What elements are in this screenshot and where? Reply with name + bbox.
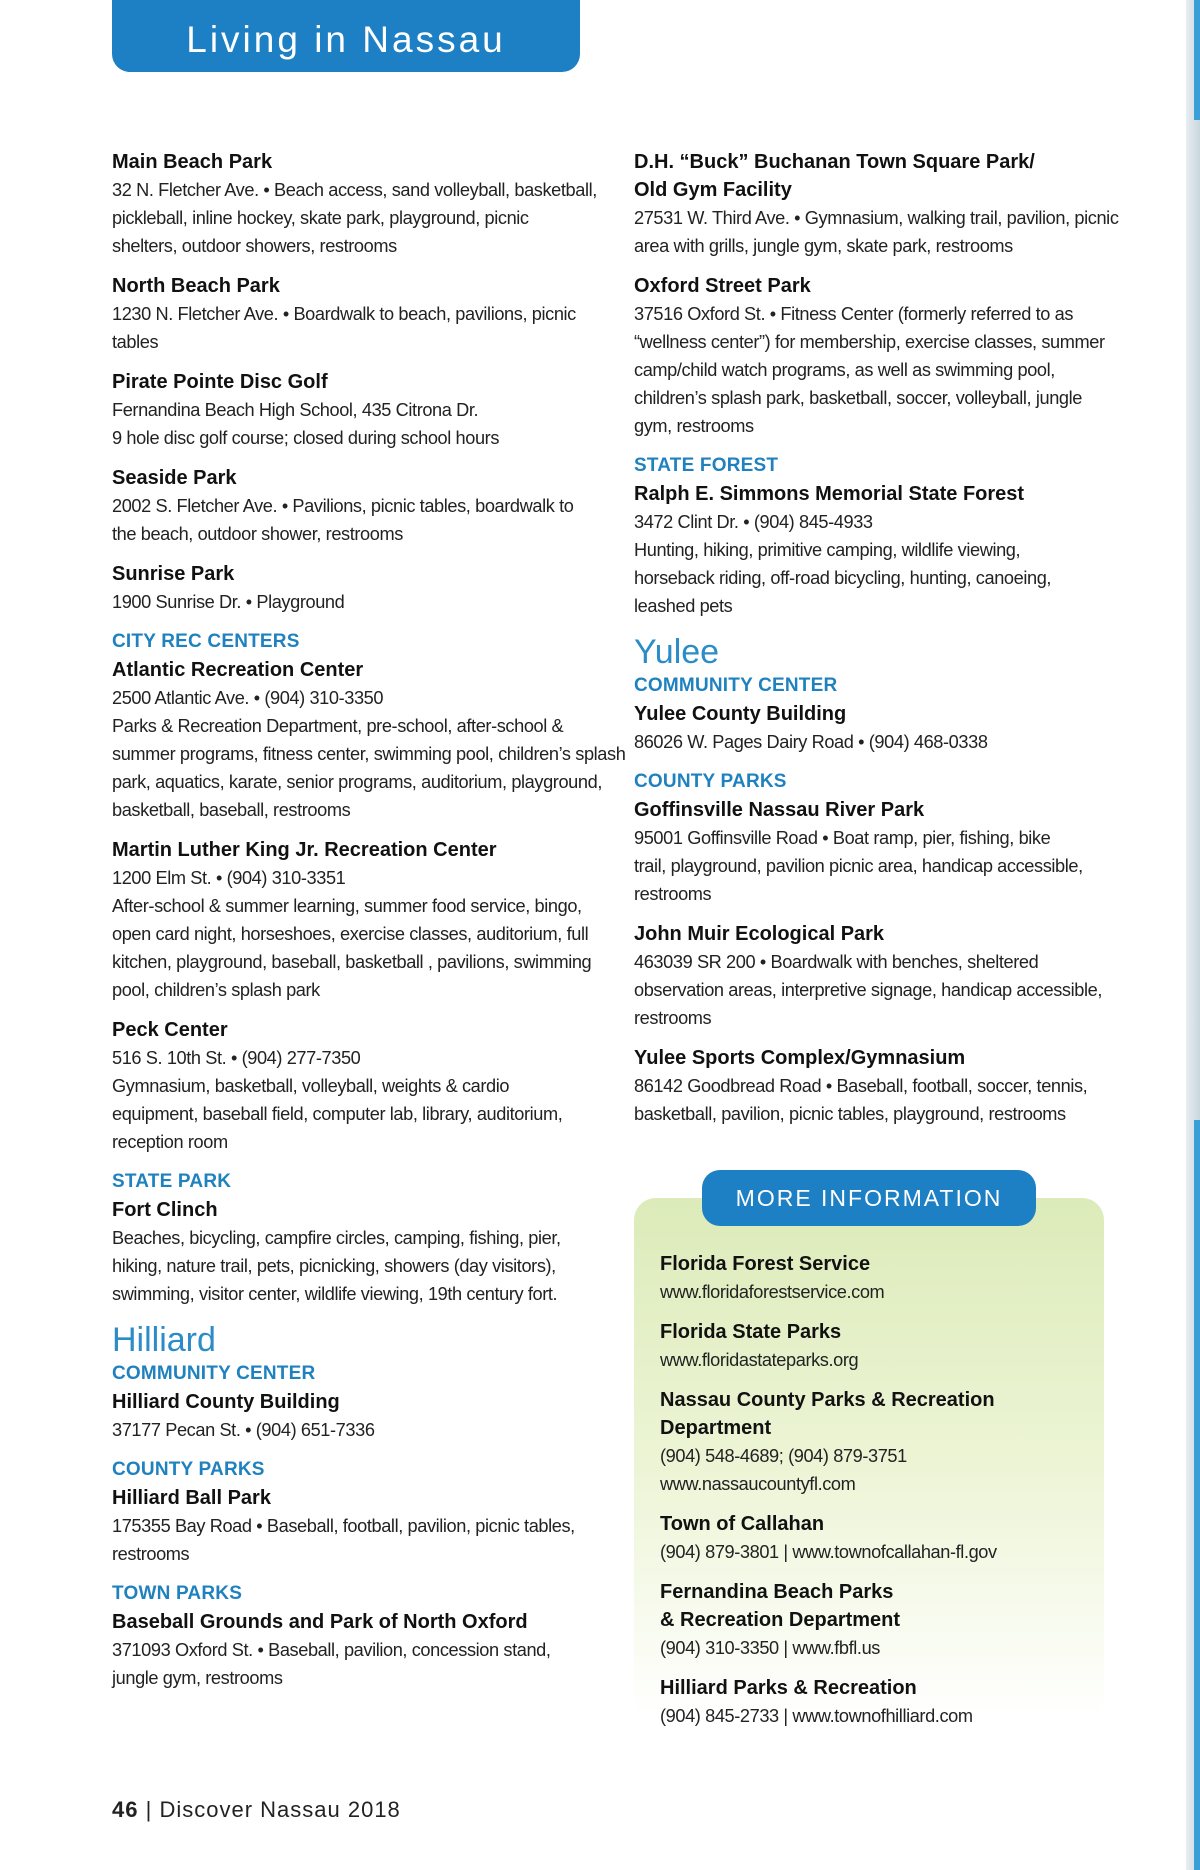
listing-detail-line: Beaches, bicycling, campfire circles, camping, fishing, pier, <box>112 1228 561 1248</box>
listing-details <box>634 508 1104 620</box>
listing-name: Peck Center <box>112 1019 228 1041</box>
listing-detail-line: Parks & Recreation Department, pre-school, after-school & <box>112 716 564 736</box>
listing-details <box>112 1416 592 1444</box>
listing-details <box>634 824 1104 908</box>
listing-detail-line: summer programs, fitness center, swimming pool, children’s splash <box>112 744 626 764</box>
left-column <box>112 148 626 1704</box>
listing-details <box>112 492 592 548</box>
listing-detail-line: 32 N. Fletcher Ave. • Beach access, sand volleyball, basketball, <box>112 180 597 200</box>
listing-details <box>112 588 592 616</box>
listing-name: Yulee Sports Complex/Gymnasium <box>634 1047 966 1069</box>
listing-detail-line: 86142 Goodbread Road • Baseball, football, soccer, tennis, <box>634 1076 1088 1096</box>
listing-name: Hilliard Ball Park <box>112 1487 271 1509</box>
listing-detail-line: kitchen, playground, baseball, basketball , pavilions, swimming <box>112 952 592 972</box>
listing-detail-line: basketball, pavilion, picnic tables, playground, restrooms <box>634 1104 1066 1124</box>
section-heading: COMMUNITY CENTER <box>112 1363 316 1384</box>
listing-entry <box>634 796 1104 908</box>
listing-details <box>112 396 592 452</box>
listing-name: Hilliard County Building <box>112 1391 340 1413</box>
listing-detail-line: pickleball, inline hockey, skate park, playground, picnic <box>112 208 529 228</box>
listing-entry <box>112 464 592 548</box>
listing-entry <box>112 148 597 260</box>
section-heading: COUNTY PARKS <box>112 1459 265 1480</box>
listing-name: Sunrise Park <box>112 563 235 585</box>
more-information-list <box>660 1250 1090 1742</box>
listing-name: Ralph E. Simmons Memorial State Forest <box>634 483 1025 505</box>
listing-entry <box>112 560 592 616</box>
listing-name: Fernandina Beach Parks <box>660 1581 894 1603</box>
listing-name: Goffinsville Nassau River Park <box>634 799 925 821</box>
listing-detail-line: horseback riding, off-road bicycling, hunting, canoeing, <box>634 568 1052 588</box>
listing-detail-line: swimming, visitor center, wildlife viewing, 19th century fort. <box>112 1284 558 1304</box>
listing-detail-line: shelters, outdoor showers, restrooms <box>112 236 397 256</box>
listing-entry <box>634 1044 1104 1128</box>
publication-name: Discover Nassau 2018 <box>159 1797 401 1822</box>
listing-name: & Recreation Department <box>660 1609 901 1631</box>
state-park-list <box>112 1196 592 1308</box>
listing-detail-line: (904) 879-3801 | www.townofcallahan-fl.gov <box>660 1542 997 1562</box>
section-heading: CITY REC CENTERS <box>112 631 300 652</box>
listing-detail-line: 37177 Pecan St. • (904) 651-7336 <box>112 1420 375 1440</box>
listing-details <box>112 1224 592 1308</box>
listing-detail-line: the beach, outdoor shower, restrooms <box>112 524 403 544</box>
listing-details <box>660 1634 1090 1662</box>
community-center-list <box>112 1388 592 1444</box>
listing-entry <box>660 1318 1090 1374</box>
listing-detail-line: 2002 S. Fletcher Ave. • Pavilions, picnic tables, boardwalk to <box>112 496 574 516</box>
listing-detail-line: open card night, horseshoes, exercise classes, auditorium, full <box>112 924 589 944</box>
listing-name: Baseball Grounds and Park of North Oxford <box>112 1611 528 1633</box>
listing-detail-line: reception room <box>112 1132 228 1152</box>
listing-detail-line: park, aquatics, karate, senior programs, auditorium, playground, <box>112 772 602 792</box>
listing-detail-line: (904) 310-3350 | www.fbfl.us <box>660 1638 880 1658</box>
listing-details <box>112 300 592 356</box>
listing-detail-line: 9 hole disc golf course; closed during school hours <box>112 428 500 448</box>
listing-details <box>634 728 1104 756</box>
town-parks-list <box>634 148 1119 440</box>
listing-details <box>634 204 1119 260</box>
listing-name: Yulee County Building <box>634 703 847 725</box>
beach-parks-list <box>112 148 597 616</box>
listing-detail-line: “wellness center”) for membership, exercise classes, summer <box>634 332 1105 352</box>
page-edge-accent <box>1194 1120 1200 1870</box>
listing-entry <box>112 656 626 824</box>
listing-entry <box>112 1608 592 1692</box>
listing-detail-line: trail, playground, pavilion picnic area, handicap accessible, <box>634 856 1083 876</box>
listing-name: D.H. “Buck” Buchanan Town Square Park/ <box>634 151 1035 173</box>
listing-details <box>112 1636 592 1692</box>
page-footer <box>112 1797 401 1823</box>
listing-entry <box>660 1510 1090 1566</box>
listing-entry <box>112 1484 592 1568</box>
right-column <box>634 148 1119 1140</box>
listing-details <box>660 1702 1090 1730</box>
listing-details <box>112 1512 592 1568</box>
listing-detail-line: Gymnasium, basketball, volleyball, weights & cardio <box>112 1076 510 1096</box>
listing-entry <box>660 1674 1090 1730</box>
listing-entry <box>634 920 1104 1032</box>
listing-detail-line: www.floridastateparks.org <box>660 1350 859 1370</box>
listing-entry <box>660 1250 1090 1306</box>
listing-detail-line: 1900 Sunrise Dr. • Playground <box>112 592 345 612</box>
listing-name: Town of Callahan <box>660 1513 825 1535</box>
listing-detail-line: basketball, baseball, restrooms <box>112 800 351 820</box>
listing-detail-line: 27531 W. Third Ave. • Gymnasium, walking trail, pavilion, picnic <box>634 208 1119 228</box>
listing-detail-line: camp/child watch programs, as well as swimming pool, <box>634 360 1055 380</box>
section-heading: COMMUNITY CENTER <box>634 675 838 696</box>
rec-centers-list <box>112 656 626 1156</box>
region-heading: Yulee <box>634 633 720 671</box>
region-heading: Hilliard <box>112 1321 216 1359</box>
listing-entry <box>634 148 1119 260</box>
listing-name: Fort Clinch <box>112 1199 218 1221</box>
listing-entry <box>634 480 1104 620</box>
section-heading: TOWN PARKS <box>112 1583 243 1604</box>
listing-detail-line: 463039 SR 200 • Boardwalk with benches, sheltered <box>634 952 1039 972</box>
listing-detail-line: equipment, baseball field, computer lab, library, auditorium, <box>112 1104 563 1124</box>
listing-detail-line: restrooms <box>112 1544 190 1564</box>
listing-details <box>112 176 597 260</box>
listing-name: Martin Luther King Jr. Recreation Center <box>112 839 497 861</box>
listing-entry <box>112 272 592 356</box>
listing-name: Main Beach Park <box>112 151 273 173</box>
listing-details <box>660 1442 1090 1498</box>
listing-detail-line: (904) 845-2733 | www.townofhilliard.com <box>660 1706 973 1726</box>
listing-name: Hilliard Parks & Recreation <box>660 1677 917 1699</box>
section-heading: COUNTY PARKS <box>634 771 787 792</box>
county-parks-list <box>112 1484 592 1568</box>
listing-detail-line: restrooms <box>634 1008 712 1028</box>
listing-details <box>634 1072 1104 1128</box>
listing-name: Oxford Street Park <box>634 275 811 297</box>
listing-details <box>112 684 626 824</box>
listing-entry <box>660 1578 1090 1662</box>
listing-detail-line: hiking, nature trail, pets, picnicking, showers (day visitors), <box>112 1256 556 1276</box>
listing-detail-line: 86026 W. Pages Dairy Road • (904) 468-0338 <box>634 732 988 752</box>
listing-name: Atlantic Recreation Center <box>112 659 364 681</box>
listing-detail-line: observation areas, interpretive signage, handicap accessible, <box>634 980 1102 1000</box>
listing-detail-line: jungle gym, restrooms <box>112 1668 283 1688</box>
listing-detail-line: area with grills, jungle gym, skate park, restrooms <box>634 236 1013 256</box>
listing-detail-line: (904) 548-4689; (904) 879-3751 <box>660 1446 907 1466</box>
listing-detail-line: Hunting, hiking, primitive camping, wildlife viewing, <box>634 540 1021 560</box>
page-section-title: Living in Nassau <box>112 0 580 72</box>
community-center-list <box>634 700 1104 756</box>
listing-name: Florida State Parks <box>660 1321 842 1343</box>
listing-detail-line: www.floridaforestservice.com <box>660 1282 885 1302</box>
listing-name: Old Gym Facility <box>634 179 792 201</box>
listing-detail-line: Fernandina Beach High School, 435 Citrona Dr. <box>112 400 479 420</box>
listing-entry <box>112 836 592 1004</box>
listing-name: Pirate Pointe Disc Golf <box>112 371 328 393</box>
section-heading: STATE FOREST <box>634 455 779 476</box>
county-parks-list <box>634 796 1104 1128</box>
listing-details <box>660 1278 1090 1306</box>
listing-detail-line: restrooms <box>634 884 712 904</box>
listing-details <box>634 948 1104 1032</box>
section-heading: STATE PARK <box>112 1171 232 1192</box>
state-forest-list <box>634 480 1104 620</box>
listing-entry <box>112 368 592 452</box>
listing-detail-line: leashed pets <box>634 596 733 616</box>
listing-entry <box>112 1016 592 1156</box>
listing-details <box>112 864 592 1004</box>
listing-details <box>634 300 1104 440</box>
listing-name: Nassau County Parks & Recreation Department <box>660 1389 995 1439</box>
page-edge-accent <box>1194 0 1200 120</box>
listing-detail-line: tables <box>112 332 159 352</box>
listing-detail-line: 1230 N. Fletcher Ave. • Boardwalk to beach, pavilions, picnic <box>112 304 576 324</box>
listing-detail-line: gym, restrooms <box>634 416 754 436</box>
listing-details <box>660 1538 1090 1566</box>
listing-entry <box>660 1386 1090 1498</box>
more-information-title: MORE INFORMATION <box>702 1170 1036 1226</box>
footer-separator: | <box>145 1797 153 1822</box>
listing-details <box>660 1346 1090 1374</box>
listing-entry <box>112 1196 592 1308</box>
listing-detail-line: 1200 Elm St. • (904) 310-3351 <box>112 868 346 888</box>
listing-detail-line: 95001 Goffinsville Road • Boat ramp, pier, fishing, bike <box>634 828 1051 848</box>
listing-detail-line: 516 S. 10th St. • (904) 277-7350 <box>112 1048 361 1068</box>
listing-detail-line: 371093 Oxford St. • Baseball, pavilion, concession stand, <box>112 1640 551 1660</box>
listing-detail-line: 175355 Bay Road • Baseball, football, pavilion, picnic tables, <box>112 1516 575 1536</box>
listing-detail-line: 2500 Atlantic Ave. • (904) 310-3350 <box>112 688 384 708</box>
listing-name: Florida Forest Service <box>660 1253 871 1275</box>
page-edge <box>1186 0 1200 1870</box>
listing-detail-line: pool, children’s splash park <box>112 980 320 1000</box>
page-number: 46 <box>112 1797 139 1822</box>
listing-name: John Muir Ecological Park <box>634 923 885 945</box>
listing-entry <box>634 272 1104 440</box>
listing-entry <box>112 1388 592 1444</box>
listing-detail-line: children’s splash park, basketball, soccer, volleyball, jungle <box>634 388 1082 408</box>
listing-detail-line: 37516 Oxford St. • Fitness Center (formerly referred to as <box>634 304 1074 324</box>
listing-detail-line: After-school & summer learning, summer food service, bingo, <box>112 896 582 916</box>
listing-entry <box>634 700 1104 756</box>
town-parks-list <box>112 1608 592 1692</box>
listing-name: Seaside Park <box>112 467 237 489</box>
listing-details <box>112 1044 592 1156</box>
listing-detail-line: www.nassaucountyfl.com <box>660 1474 856 1494</box>
listing-detail-line: 3472 Clint Dr. • (904) 845-4933 <box>634 512 873 532</box>
listing-name: North Beach Park <box>112 275 280 297</box>
